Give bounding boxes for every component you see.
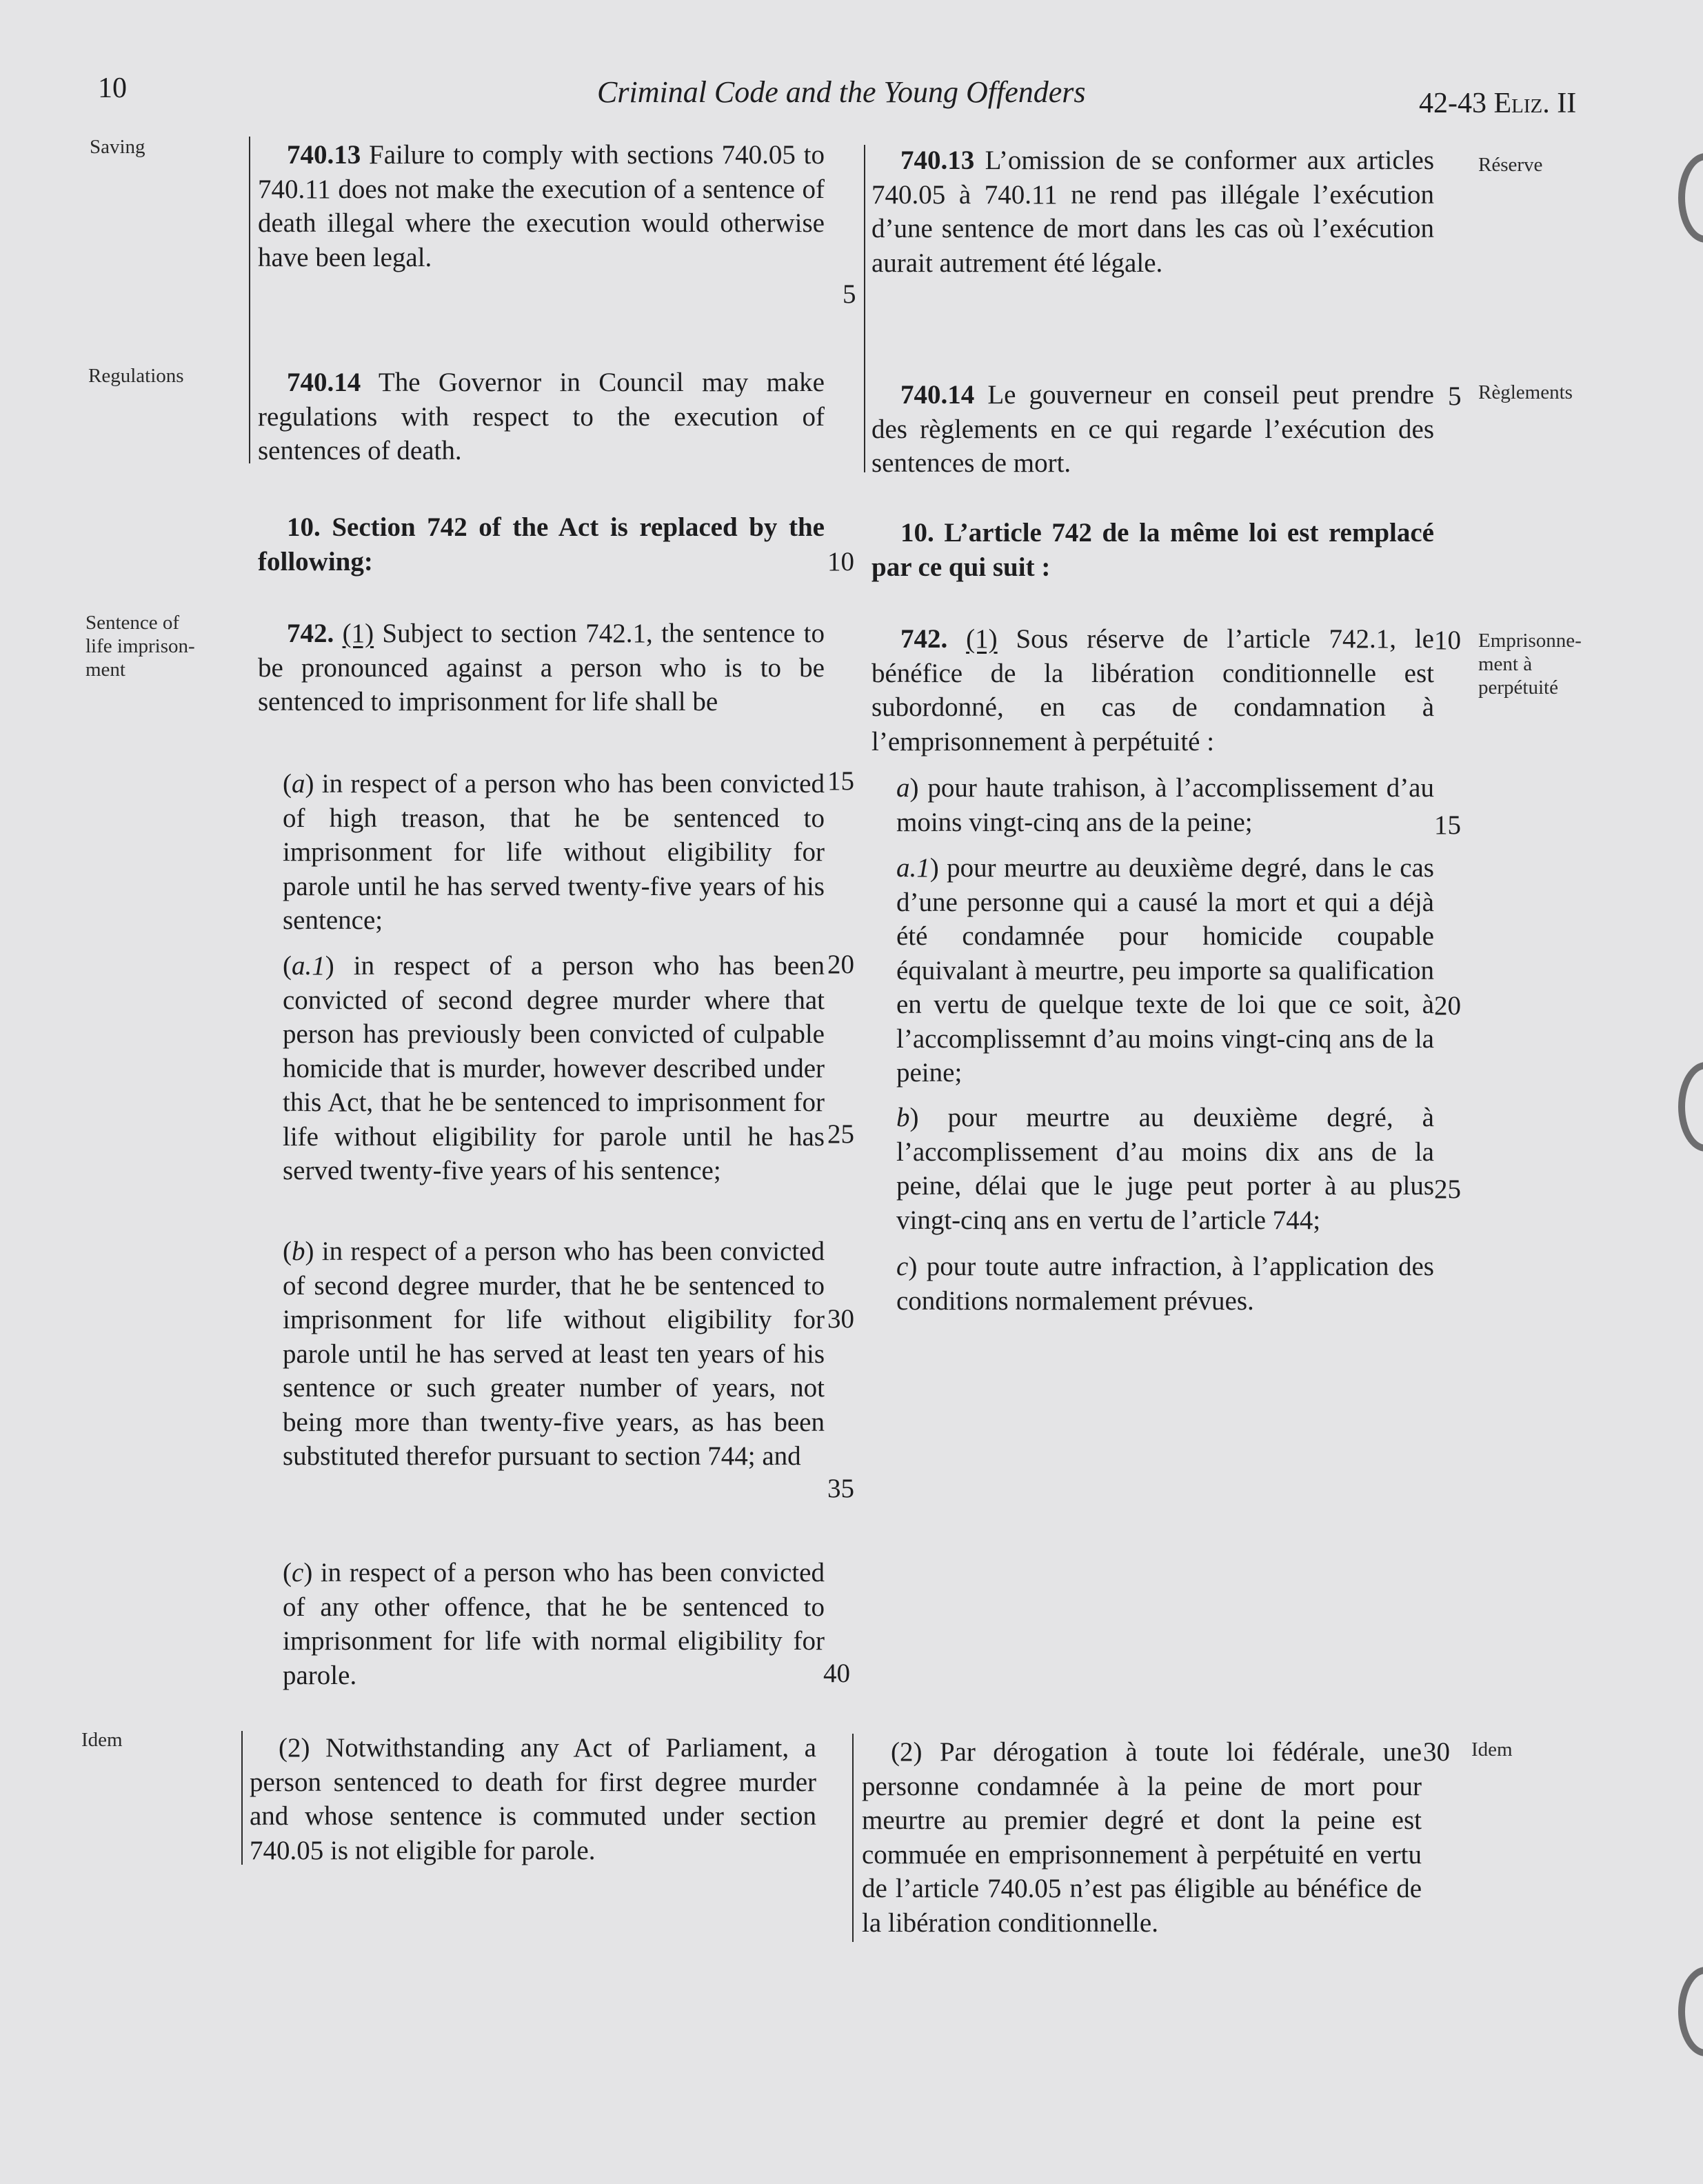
margin-note-line: ment — [85, 659, 125, 681]
section-740-14-fr — [871, 378, 1434, 481]
paragraph-c-en: (c) in respect of a person who has been convicted of any other offence, that he be sentenced to imprisonment for life with normal eligibility for parole. — [283, 1558, 825, 1690]
margin-note-idem-fr: Idem — [1471, 1739, 1513, 1761]
section-number: 740.14 — [900, 380, 975, 410]
section-text: The Governor in Council may make regulations with respect to the execution of sentences of death. — [258, 368, 825, 465]
line-number: 10 — [827, 547, 854, 577]
line-number: 20 — [827, 950, 854, 979]
binder-ring-icon — [1678, 1062, 1703, 1152]
line-number: 5 — [843, 279, 856, 309]
paragraph-b-fr — [896, 1101, 1434, 1237]
paragraph-c-fr — [896, 1250, 1434, 1318]
section-number: 740.13 — [287, 140, 361, 170]
line-number: 25 — [827, 1119, 854, 1149]
line-number: 20 — [1434, 991, 1461, 1021]
clause-text: 10. Section 742 of the Act is replaced by the following: — [258, 512, 825, 577]
section-text: Subject to section 742.1, the sentence to be pronounced against a person who is to be sentenced to imprisonment for life shall be — [258, 619, 825, 717]
section-number: 740.14 — [287, 368, 361, 397]
paragraph-b-en: (b) in respect of a person who has been convicted of second degree murder, that he be sentenced to imprisonment for life without eligibility for parole until he has served at least ten years of his sentence or such greater number of years, not being more than twenty-five years, as has been substituted therefor pursuant to section 744; and — [283, 1236, 825, 1471]
line-number: 5 — [1448, 381, 1462, 411]
margin-note-line: ment à — [1478, 653, 1533, 675]
column-rule-fr-2 — [852, 1734, 854, 1942]
paragraph-text: ) pour meurtre au deuxième degré, à l’accomplissement d’au moins dix ans de la peine, délai que le juge peut porter à au plus vingt-cinq ans en vertu de l’article 744; — [896, 1103, 1434, 1235]
paragraph-label: c — [896, 1252, 909, 1281]
line-number: 35 — [827, 1474, 854, 1503]
paragraph-label: a.1 — [896, 853, 930, 883]
subsection-2-fr — [862, 1735, 1422, 1940]
margin-note-sentence-life — [85, 611, 195, 681]
paragraph-text: in respect of a person who has been convicted of high treason, that he be sentenced to imprisonment for life without eligibility for parole until he has served twenty-five years of his sentence; — [283, 769, 825, 935]
line-number: 30 — [1423, 1737, 1450, 1767]
margin-note-reglements: Règlements — [1478, 381, 1573, 403]
line-number: 15 — [1434, 810, 1461, 840]
regnal-suffix: Eliz. II — [1493, 88, 1577, 119]
section-number: 742. — [900, 624, 948, 654]
section-740-14-en — [258, 365, 825, 468]
margin-note-saving: Saving — [90, 136, 145, 158]
line-number: 25 — [1434, 1174, 1461, 1204]
margin-note-reserve: Réserve — [1478, 154, 1543, 176]
margin-note-line: Sentence of — [85, 612, 180, 634]
line-number: 40 — [823, 1659, 850, 1688]
paragraph-a-en: (a) in respect of a person who has been convicted of high treason, that he be sentenced to imprisonment for life without eligibility for parole until he has served twenty-five years of his sentence; — [283, 769, 825, 935]
binder-ring-icon — [1678, 1967, 1703, 2056]
paragraph-a-fr — [896, 771, 1434, 839]
section-number: 740.13 — [900, 146, 975, 175]
section-742-en — [258, 617, 825, 719]
regnal-prefix: 42-43 — [1419, 88, 1487, 119]
margin-note-line: Emprisonne- — [1478, 630, 1582, 652]
column-rule-fr-1 — [864, 145, 865, 472]
paragraph-text: ) pour toute autre infraction, à l’application des conditions normalement prévues. — [896, 1252, 1434, 1316]
margin-note-line: perpétuité — [1478, 677, 1558, 699]
column-rule-en-2 — [241, 1731, 243, 1865]
line-number: 10 — [1434, 625, 1461, 655]
margin-note-regulations: Regulations — [88, 365, 184, 387]
line-number: 30 — [827, 1304, 854, 1334]
clause-text: 10. L’article 742 de la même loi est remplacé par ce qui suit : — [871, 518, 1434, 582]
paragraph-label: b — [896, 1103, 910, 1132]
paragraph-label: b — [292, 1236, 305, 1266]
page-title: Criminal Code and the Young Offenders — [597, 75, 1086, 109]
paragraph-a1-en: (a.1) in respect of a person who has been convicted of second degree murder where that person has previously been convicted of culpable homicide that is murder, however described under this Act, that he be sentenced to imprisonment for life without eligibility for parole until he has served twenty-five years of his sentence; — [283, 951, 825, 1185]
paragraph-label: a — [896, 773, 910, 803]
margin-note-idem-en: Idem — [81, 1729, 123, 1751]
subsection-text: (2) Notwithstanding any Act of Parliament, a person sentenced to death for first degree murder and whose sentence is commuted under section 740.05 is not eligible for parole. — [250, 1733, 816, 1865]
section-text: Sous réserve de l’article 742.1, le bénéfice de la libération conditionnelle est subordonné, en cas de condamnation à l’emprisonnement à perpétuité : — [871, 624, 1434, 757]
clause-10-fr — [871, 516, 1434, 584]
subsection-text: (2) Par dérogation à toute loi fédérale, une personne condamnée à la peine de mort pour meurtre au premier degré et dont la peine est commuée en emprisonnement à perpétuité en vertu de l’article 740.05 n’est pas éligible au bénéfice de la libération conditionnelle. — [862, 1737, 1422, 1938]
paragraph-text: in respect of a person who has been convicted of second degree murder, that he be sentenced to imprisonment for life without eligibility for parole until he has served at least ten years of his sentence or such greater number of years, not being more than twenty-five years, as has been substituted therefor pursuant to section 744; and — [283, 1236, 825, 1471]
page-number: 10 — [98, 72, 127, 104]
section-number: 742. — [287, 619, 334, 648]
section-740-13-en — [258, 138, 825, 274]
paragraph-label: a — [292, 769, 305, 799]
clause-10-en — [258, 510, 825, 579]
section-text: L’omission de se conformer aux articles 740.05 à 740.11 ne rend pas illégale l’exécution d’une sentence de mort dans les cas où l’exécution aurait autrement été légale. — [871, 146, 1434, 278]
section-text: Failure to comply with sections 740.05 to 740.11 does not make the execution of a sentence of death illegal where the execution would otherwise have been legal. — [258, 140, 825, 272]
subsection-number: (1) — [342, 619, 374, 648]
regnal-year — [1419, 87, 1576, 120]
binder-ring-icon — [1678, 153, 1703, 243]
paragraph-text: in respect of a person who has been convicted of second degree murder where that person has previously been convicted of culpable homicide that is murder, however described under this Act, that he be sentenced to imprisonment for life without eligibility for parole until he has served twenty-five years of his sentence; — [283, 951, 825, 1185]
column-rule-en-1 — [249, 137, 250, 463]
paragraph-text: in respect of a person who has been convicted of any other offence, that he be sentenced to imprisonment for life with normal eligibility for parole. — [283, 1558, 825, 1690]
paragraph-text: ) pour haute trahison, à l’accomplissement d’au moins vingt-cinq ans de la peine; — [896, 773, 1434, 837]
section-text: Le gouverneur en conseil peut prendre des règlements en ce qui regarde l’exécution des sentences de mort. — [871, 380, 1434, 478]
paragraph-label: a.1 — [292, 951, 325, 981]
margin-note-emprisonnement — [1478, 629, 1582, 699]
section-742-fr — [871, 622, 1434, 759]
section-740-13-fr — [871, 143, 1434, 280]
subsection-number: (1) — [966, 624, 998, 654]
paragraph-a1-fr — [896, 851, 1434, 1090]
paragraph-text: ) pour meurtre au deuxième degré, dans le cas d’une personne qui a causé la mort et qui a déjà été condamnée pour homicide coupable équivalant à meurtre, peu importe sa qualification en vertu de quelque texte de loi que ce soit, à l’accomplissemnt d’au moins vingt-cinq ans de la peine; — [896, 853, 1434, 1088]
paragraph-label: c — [292, 1558, 304, 1587]
margin-note-line: life imprison- — [85, 635, 195, 657]
subsection-2-en — [250, 1731, 816, 1867]
line-number: 15 — [827, 766, 854, 796]
